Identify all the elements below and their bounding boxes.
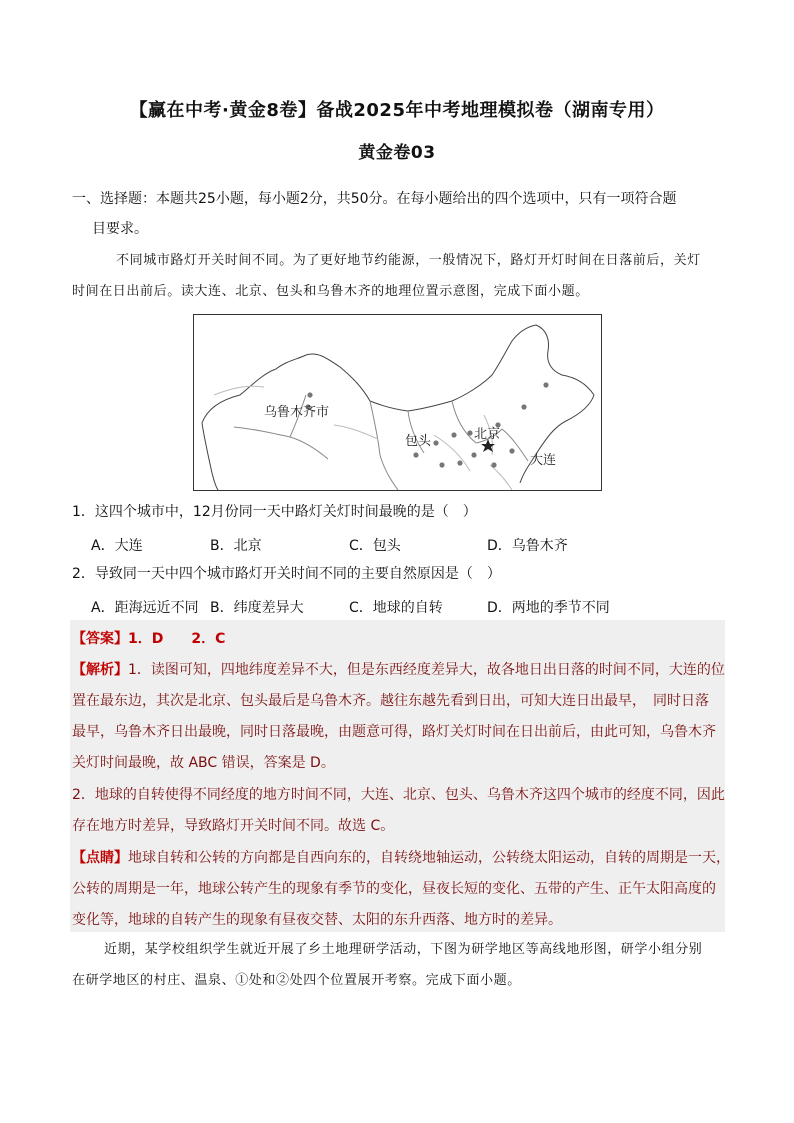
question-2-option-d[interactable]: D．两地的季节不同: [487, 600, 610, 616]
analysis-line-1: 【解析】1．读图可知，四地纬度差异不大，但是东西经度差异大，故各地日出日落的时间不同，大连的位: [72, 662, 725, 678]
passage1-line-2: 时间在日出前后。读大连、北京、包头和乌鲁木齐的地理位置示意图，完成下面小题。: [72, 284, 589, 299]
answer-text: 1．D 2．C: [128, 631, 226, 647]
passage2-line-2: 在研学地区的村庄、温泉、①处和②处四个位置展开考察。完成下面小题。: [72, 973, 521, 988]
map-label-beijing: 北京: [474, 427, 501, 442]
question-1-stem: 1．这四个城市中，12月份同一天中路灯关灯时间最晚的是（ ）: [72, 504, 477, 520]
answer-tag: 【答案】: [72, 631, 128, 647]
question-1-option-b[interactable]: B．北京: [210, 538, 262, 554]
map-label-dalian: 大连: [530, 453, 557, 468]
question-1-option-d[interactable]: D．乌鲁木齐: [487, 538, 568, 554]
analysis-line-5: 2．地球的自转使得不同经度的地方时间不同，大连、北京、包头、乌鲁木齐这四个城市的经度不同，因此: [72, 787, 725, 803]
question-1-option-c[interactable]: C．包头: [349, 538, 401, 554]
map-label-urumqi: 乌鲁木齐市: [264, 405, 330, 420]
passage1-line-1: 不同城市路灯开关时间不同。为了更好地节约能源，一般情况下，路灯开灯时间在日落前后，关灯: [116, 253, 701, 268]
analysis-line-6: 存在地方时差异，导致路灯开关时间不同。故选 C。: [72, 818, 395, 834]
question-1-option-a[interactable]: A．大连: [91, 538, 143, 554]
page-subtitle: 黄金卷03: [358, 143, 436, 163]
section-heading-line-1: 一、选择题：本题共25小题，每小题2分，共50分。在每小题给出的四个选项中，只有一项符合题: [72, 191, 677, 207]
section-heading-line-2: 目要求。: [92, 221, 148, 237]
answer-line: [72, 628, 728, 648]
question-2-option-a[interactable]: A．距海远近不同: [91, 600, 199, 616]
analysis-line-3: 最早，乌鲁木齐日出最晚，同时日落最晚，由题意可得，路灯关灯时间在日出前后，由此可知，乌鲁木齐: [72, 724, 716, 740]
question-2-option-b[interactable]: B．纬度差异大: [210, 600, 304, 616]
question-2-stem: 2．导致同一天中四个城市路灯开关时间不同的主要自然原因是（ ）: [72, 566, 501, 582]
analysis-tag: 【解析】: [72, 662, 128, 678]
point-tag: 【点睛】: [72, 850, 128, 866]
point-line-1: 【点睛】地球自转和公转的方向都是自西向东的，自转绕地轴运动，公转绕太阳运动，自转的周期是一天，: [72, 850, 730, 866]
map-label-baotou: 包头: [405, 434, 432, 449]
analysis-line-4: 关灯时间最晚，故 ABC 错误，答案是 D。: [72, 755, 335, 771]
question-2-option-c[interactable]: C．地球的自转: [349, 600, 443, 616]
point-line-3: 变化等，地球的自转产生的现象有昼夜交替、太阳的东升西落、地方时的差异。: [72, 912, 562, 928]
page-title: 【赢在中考·黄金8卷】备战2025年中考地理模拟卷（湖南专用）: [129, 100, 665, 121]
point-line-2: 公转的周期是一年，地球公转产生的现象有季节的变化，昼夜长短的变化、五带的产生、正午太阳高度的: [72, 881, 716, 897]
analysis-line-2: 置在最东边，其次是北京、包头最后是乌鲁木齐。越往东越先看到日出，可知大连日出最早， 同时日落: [72, 693, 709, 709]
city-location-map: [193, 314, 602, 491]
passage2-line-1: 近期，某学校组织学生就近开展了乡土地理研学活动，下图为研学地区等高线地形图，研学小组分别: [104, 942, 703, 957]
